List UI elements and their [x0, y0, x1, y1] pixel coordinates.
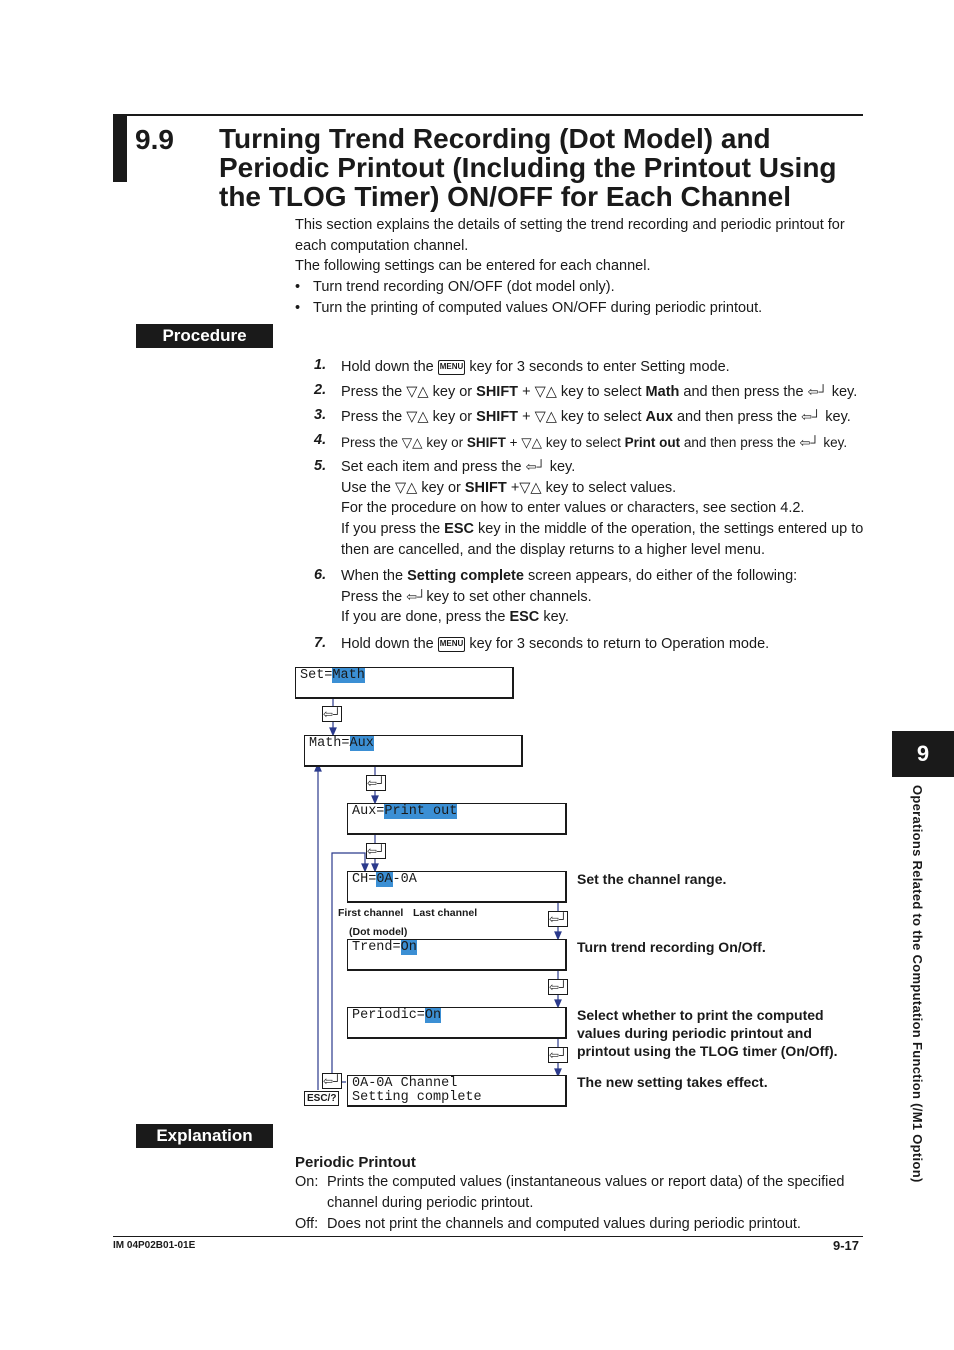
step-5-text: If you press the: [341, 521, 441, 538]
esc-key-label: ESC: [509, 609, 540, 626]
down-up-arrow-icon: ▽△: [406, 409, 429, 425]
intro-bullet-2: • Turn the printing of computed values ON/OFF during periodic printout.: [295, 299, 763, 316]
arrow-head: [372, 796, 378, 803]
step-2-text-e: key.: [831, 384, 858, 400]
off-label: Off:: [295, 1216, 319, 1232]
setting-complete-label: Setting complete: [407, 568, 524, 584]
lcd-highlight: Print out: [384, 804, 458, 819]
intro-line-3: The following settings can be entered for each channel.: [295, 258, 651, 275]
lcd-text: Periodic=: [352, 1008, 425, 1023]
page-number: 9-17: [833, 1238, 860, 1253]
step-6-text: key.: [543, 609, 569, 626]
section-number: 9.9: [135, 124, 174, 155]
enter-key-icon: ⇦┘: [549, 1048, 568, 1062]
lcd-aux-print-out: [347, 803, 567, 835]
shift-key-label: SHIFT: [466, 435, 506, 450]
step-4-number: 4.: [314, 432, 327, 448]
menu-key-icon: MENU: [438, 637, 466, 652]
step-6-text: If you are done, press the: [341, 609, 506, 626]
intro-bullet-1-text: Turn trend recording ON/OFF (dot model only).: [313, 279, 615, 296]
lcd-trend: [347, 939, 567, 971]
down-up-arrow-icon: ▽△: [406, 384, 429, 400]
plus-sign: +: [510, 479, 520, 496]
esc-key-icon: ESC/?: [304, 1091, 339, 1106]
intro-line-1: This section explains the details of setting the trend recording and periodic printout for: [295, 217, 845, 233]
plus-sign: +: [509, 435, 518, 450]
periodic-printout-heading: Periodic Printout: [295, 1154, 416, 1171]
explanation-label: Explanation: [136, 1124, 273, 1148]
step-7-text-a: Hold down the: [341, 636, 434, 652]
off-description: Does not print the channels and computed values during periodic printout.: [327, 1216, 801, 1232]
note-line: values during periodic printout and: [577, 1025, 812, 1041]
down-up-arrow-icon: ▽△: [521, 435, 543, 450]
note-setting-complete: The new setting takes effect.: [577, 1074, 768, 1090]
enter-key-icon: ⇦┘: [549, 980, 568, 994]
dot-model-label: (Dot model): [349, 926, 408, 938]
on-line-2: channel during periodic printout.: [327, 1194, 534, 1211]
step-3-text-e: key.: [825, 409, 851, 425]
step-4-text-b: key or: [426, 435, 464, 450]
step-3-text-b: key or: [432, 409, 473, 425]
lcd-text: 0A-0A Channel: [352, 1076, 458, 1091]
enter-key-icon: ⇦┘: [525, 459, 546, 474]
plus-sign: +: [522, 409, 531, 425]
step-1-text-b: key for 3 seconds to enter Setting mode.: [469, 359, 730, 375]
down-up-arrow-icon: ▽△: [395, 479, 418, 496]
esc-key-label: ESC: [444, 521, 474, 538]
step-3-text-a: Press the: [341, 409, 403, 425]
enter-key-icon: ⇦┘: [549, 912, 568, 926]
step-3-text-c: key to select: [560, 409, 642, 425]
step-6-number: 6.: [314, 567, 327, 583]
shift-key-label: SHIFT: [476, 409, 519, 425]
step-5-text: key or: [421, 479, 461, 496]
lcd-periodic: [347, 1007, 567, 1039]
intro-line-2: each computation channel.: [295, 237, 469, 254]
lcd-text: CH=: [352, 872, 377, 887]
step-1-number: 1.: [314, 357, 327, 373]
lcd-set-math: [295, 667, 514, 699]
doc-id: IM 04P02B01-01E: [113, 1240, 196, 1251]
step-4-item: Print out: [624, 435, 681, 450]
step-4-text-d: and then press the: [683, 435, 796, 450]
procedure-label: Procedure: [136, 324, 273, 348]
note-line: Select whether to print the computed: [577, 1007, 824, 1023]
lcd-highlight: On: [424, 1008, 442, 1023]
menu-key-icon: MENU: [438, 360, 466, 375]
step-7-text-b: key for 3 seconds to return to Operation mode.: [469, 636, 770, 652]
step-5-number: 5.: [314, 458, 327, 474]
intro-bullet-1: • Turn trend recording ON/OFF (dot model only).: [295, 279, 615, 296]
step-5-text: key to select values.: [545, 479, 677, 496]
step-4-text-e: key.: [823, 435, 848, 450]
plus-sign: +: [522, 384, 531, 400]
step-2-text-b: key or: [432, 384, 473, 400]
shift-key-label: SHIFT: [464, 479, 507, 496]
chapter-side-title: Operations Related to the Computation Function (/M1 Option): [910, 785, 925, 1183]
arrow-head: [372, 864, 378, 871]
lcd-text: Math=: [309, 736, 350, 751]
step-5-line-5: then are cancelled, and the display returns to a higher level menu.: [341, 541, 765, 558]
arrow-head: [362, 864, 368, 871]
note-channel-range: Set the channel range.: [577, 871, 727, 887]
step-5-text: key.: [549, 459, 576, 475]
enter-key-icon: ⇦┘: [367, 776, 386, 790]
enter-key-icon: ⇦┘: [799, 435, 820, 450]
down-up-arrow-icon: ▽△: [534, 384, 557, 400]
on-description: [327, 1172, 844, 1213]
arrow-head: [555, 1000, 561, 1007]
section-title: Turning Trend Recording (Dot Model) and Periodic Printout (Including the Printout Using the TLOG Timer) ON/OFF for Each Channel: [219, 123, 837, 212]
lcd-text: -0A: [392, 872, 417, 887]
step-2-item: Math: [645, 384, 680, 400]
step-2-text-c: key to select: [560, 384, 642, 400]
lcd-channel-range: [347, 871, 567, 903]
down-up-arrow-icon: ▽△: [519, 479, 542, 496]
enter-key-icon: ⇦┘: [801, 409, 822, 424]
step-5-text: Set each item and press the: [341, 459, 522, 475]
shift-key-label: SHIFT: [476, 384, 519, 400]
intro-bullet-2-text: Turn the printing of computed values ON/OFF during periodic printout.: [313, 299, 763, 316]
on-label: On:: [295, 1174, 319, 1190]
arrow-head: [330, 728, 336, 735]
lcd-highlight: 0A: [376, 872, 393, 887]
on-line-1: Prints the computed values (instantaneous values or report data) of the specified: [327, 1174, 845, 1190]
step-6-text: key to set other channels.: [426, 588, 592, 605]
step-3-number: 3.: [314, 407, 327, 423]
enter-key-icon: ⇦┘: [323, 1074, 342, 1088]
note-trend: Turn trend recording On/Off.: [577, 939, 766, 955]
step-2-number: 2.: [314, 382, 327, 398]
lcd-math-aux: [304, 735, 523, 767]
note-periodic: [577, 1006, 838, 1060]
down-up-arrow-icon: ▽△: [534, 409, 557, 425]
enter-key-icon: ⇦┘: [323, 707, 342, 721]
lcd-highlight: Aux: [349, 736, 374, 751]
lcd-highlight: Math: [332, 668, 365, 683]
step-7-number: 7.: [314, 635, 327, 651]
step-1-text-a: Hold down the: [341, 359, 434, 375]
enter-key-icon: ⇦┘: [807, 384, 828, 399]
arrow-head: [555, 932, 561, 939]
lcd-text: Setting complete: [352, 1090, 482, 1105]
step-6-text: screen appears, do either of the following:: [527, 568, 798, 584]
enter-key-icon: ⇦┘: [367, 844, 386, 858]
chapter-tab: 9: [892, 731, 954, 777]
footer-rule: [113, 1236, 863, 1237]
step-6-text: When the: [341, 568, 404, 584]
step-3-item: Aux: [645, 409, 673, 425]
step-4-text-a: Press the: [341, 435, 399, 450]
step-2-text-d: and then press the: [683, 384, 804, 400]
down-up-arrow-icon: ▽△: [401, 435, 423, 450]
enter-key-icon: ⇦┘: [406, 588, 427, 604]
lcd-text: Set=: [300, 668, 333, 683]
step-6-text: Press the: [341, 588, 403, 605]
step-5-text: key in the middle of the operation, the settings entered up to: [478, 521, 864, 538]
lcd-setting-complete: [347, 1075, 567, 1107]
step-2-text-a: Press the: [341, 384, 403, 400]
lcd-text: Aux=: [352, 804, 385, 819]
step-5-text: Use the: [341, 479, 391, 496]
step-5-line-3: For the procedure on how to enter values or characters, see section 4.2.: [341, 500, 805, 517]
last-channel-label: Last channel: [413, 907, 478, 919]
lcd-text: Trend=: [352, 940, 401, 955]
note-line: printout using the TLOG timer (On/Off).: [577, 1043, 838, 1059]
step-3-text-d: and then press the: [676, 409, 798, 425]
step-4-text-c: key to select: [545, 435, 621, 450]
lcd-highlight: On: [400, 940, 417, 955]
first-channel-label: First channel: [338, 907, 404, 919]
